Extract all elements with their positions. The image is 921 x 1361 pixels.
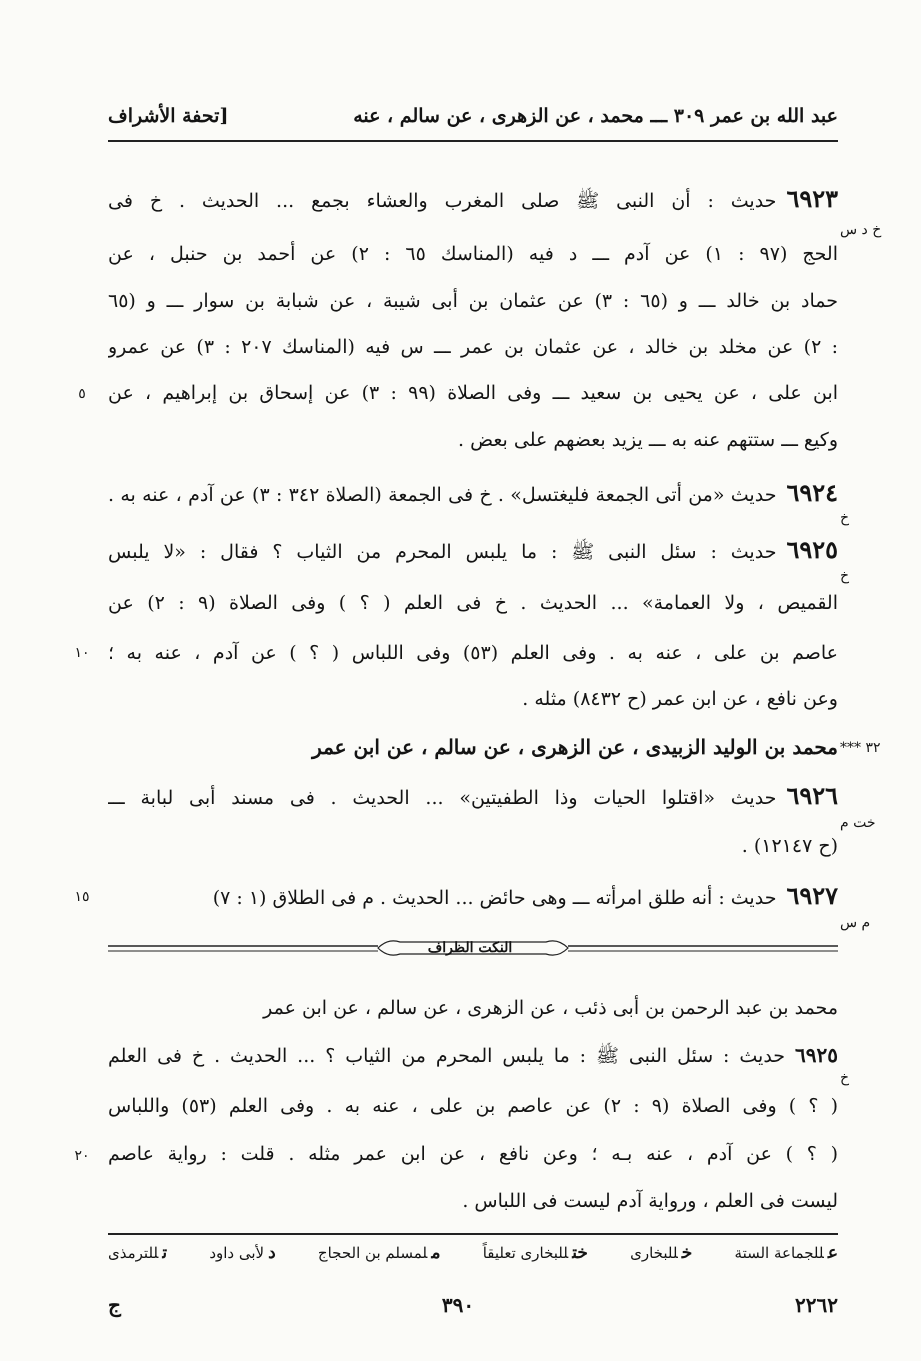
entry-6925-codes: خ (840, 568, 850, 584)
page-number: ٣٩٠ (441, 1293, 475, 1317)
entry-6925-line-4: وعن نافع ، عن ابن عمر (ح ٨٤٣٢) مثله . (522, 688, 838, 710)
entry-6923-line-1: ٦٩٢٣حديث : أن النبى ﷺ صلى المغرب والعشاء بجمع ... الحديث . خ فى (108, 186, 838, 213)
entry-6926-line-2: (ح ١٢١٤٧) . (741, 835, 838, 857)
entry-6927-line-1: ٦٩٢٧حديث : أنه طلق امرأته ـــ وهى حائض ... الحديث . م فى الطلاق (١ : ٧) (212, 883, 838, 910)
entry-number: ٦٩٢٥ (786, 537, 838, 564)
entry-number: ٦٩٢٤ (786, 480, 838, 507)
entry-number: ٦٩٢٣ (786, 186, 838, 213)
signature-mark: ج (108, 1293, 121, 1317)
entry-6923-line-4: : ٢) عن مخلد بن خالد ، عن عثمان بن عمر ـــ س فيه (المناسك ٢٠٧ : ٣) عن عمرو (108, 336, 838, 358)
nukat-line-3: ( ؟ ) عن آدم ، عنه بـه ؛ وعن نافع ، عن ابن عمر مثله . قلت : رواية عاصم (108, 1143, 838, 1165)
entry-6923-codes: خ د س (840, 222, 882, 238)
entry-6927-codes: م س (840, 915, 871, 931)
section-marker: ٣٢ *** (840, 740, 881, 756)
margin-line-number: ١٠ (74, 645, 90, 661)
page-footer (108, 1293, 838, 1317)
entry-6925-line-2: القميص ، ولا العمامة» ... الحديث . خ فى العلم ( ؟ ) وفى الصلاة (٩ : ٢) عن (108, 592, 838, 614)
header-book-title: [تحفة الأشراف (108, 105, 229, 127)
nukat-line-1: ٦٩٢٥حديث : سئل النبى ﷺ : ما يلبس المحرم من الثياب ؟ ... الحديث . خ فى العلم (108, 1043, 838, 1067)
footer-rule (108, 1233, 838, 1235)
legend-item: تللترمذى (108, 1243, 168, 1263)
entry-6923-line-6: وكيع ـــ ستتهم عنه به ـــ يزيد بعضهم على بعض . (458, 429, 838, 451)
entry-6923-line-2: الحج (٩٧ : ١) عن آدم ـــ د فيه (المناسك ٦٥ : ٢) عن أحمد بن حنبل ، عن (108, 243, 838, 265)
margin-line-number: ٥ (78, 386, 86, 402)
nukat-heading: محمد بن عبد الرحمن بن أبى ذئب ، عن الزهرى ، عن سالم ، عن ابن عمر (263, 997, 838, 1019)
volume-number: ٢٢٦٢ (795, 1293, 838, 1317)
legend-item: عللجماعة الستة (734, 1243, 838, 1263)
legend-item: ملمسلم بن الحجاج (317, 1243, 441, 1263)
legend-item: خللبخارى (630, 1243, 693, 1263)
nukat-codes: خ (840, 1070, 850, 1086)
nukat-line-2: ( ؟ ) وفى الصلاة (٩ : ٢) عن عاصم بن على ، عنه به . وفى العلم (٥٣) واللباس (108, 1095, 838, 1117)
entry-number: ٦٩٢٥ (795, 1043, 838, 1067)
entry-6926-line-1: ٦٩٢٦حديث «اقتلوا الحيات وذا الطفيتين» ... الحديث . فى مسند أبى لبابة ـــ (108, 783, 838, 810)
section-heading: محمد بن الوليد الزبيدى ، عن الزهرى ، عن سالم ، عن ابن عمر (312, 735, 838, 759)
header-chapter-title: عبد الله بن عمر ٣٠٩ ـــ محمد ، عن الزهرى ، عن سالم ، عنه (353, 105, 838, 127)
entry-6925-line-1: ٦٩٢٥حديث : سئل النبى ﷺ : ما يلبس المحرم من الثياب ؟ فقال : «لا يلبس (108, 537, 838, 564)
entry-6923-line-3: حماد بن خالد ـــ و (٦٥ : ٣) عن عثمان بن أبى شيبة ، عن شبابة بن سوار ـــ و (٦٥ (108, 290, 838, 312)
abbreviation-legend (108, 1243, 838, 1263)
legend-item: دلأبى داود (209, 1243, 276, 1263)
entry-6926-codes: خت م (840, 815, 876, 831)
entry-6925-line-3: عاصم بن على ، عنه به . وفى العلم (٥٣) وفى اللباس ( ؟ ) عن آدم ، عنه به ؛ (108, 642, 838, 664)
header-rule (108, 140, 838, 142)
margin-line-number: ٢٠ (74, 1148, 90, 1164)
running-header (108, 96, 838, 136)
entry-6923-line-5: ابن على ، عن يحيى بن سعيد ـــ وفى الصلاة (٩٩ : ٣) عن إسحاق بن إبراهيم ، عن (108, 382, 838, 404)
nukat-line-4: ليست فى العلم ، ورواية آدم ليست فى اللباس . (462, 1190, 838, 1212)
divider-label: النكت الظراف (427, 940, 513, 956)
legend-item: ختللبخارى تعليقاً (482, 1243, 588, 1263)
entry-6924-line-1: ٦٩٢٤حديث «من أتى الجمعة فليغتسل» . خ فى الجمعة (الصلاة ٣٤٢ : ٣) عن آدم ، عنه به . (108, 480, 838, 507)
entry-number: ٦٩٢٧ (786, 883, 838, 910)
margin-line-number: ١٥ (74, 889, 90, 905)
entry-number: ٦٩٢٦ (786, 783, 838, 810)
entry-6924-codes: خ (840, 510, 850, 526)
